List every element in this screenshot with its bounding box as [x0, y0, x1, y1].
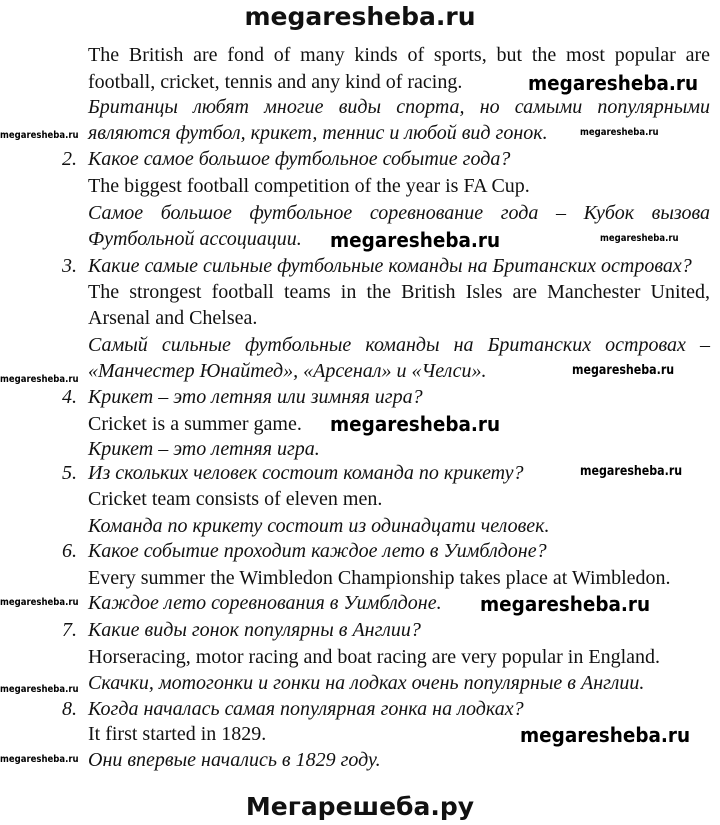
question-number: 8. — [62, 698, 77, 720]
answer-en: Arsenal and Chelsea. — [88, 307, 258, 329]
question-text: Из скольких человек состоит команда по крикету? — [88, 462, 524, 484]
question-number: 4. — [62, 386, 77, 408]
answer-en: The strongest football teams in the British Isles are Manchester United, — [88, 281, 710, 303]
question-number: 6. — [62, 540, 77, 562]
answer-ru: Каждое лето соревнования в Уимблдоне. — [88, 592, 442, 614]
question-number: 2. — [62, 148, 77, 170]
question-text: Крикет – это летняя или зимняя игра? — [88, 386, 423, 408]
question-text: Какие виды гонок популярны в Англии? — [88, 619, 421, 641]
site-footer: Мегарешеба.ру — [245, 792, 475, 821]
watermark: megaresheba.ru — [480, 592, 651, 616]
question-number: 7. — [62, 619, 77, 641]
answer-en: The biggest football competition of the year is FA Cup. — [88, 175, 530, 197]
answer-en: Cricket team consists of eleven men. — [88, 488, 383, 510]
watermark: megaresheba.ru — [528, 71, 699, 95]
question-number: 3. — [62, 255, 77, 277]
watermark: megaresheba.ru — [330, 228, 501, 252]
watermark: megaresheba.ru — [572, 363, 675, 378]
watermark: megaresheba.ru — [330, 412, 501, 436]
watermark: megaresheba.ru — [600, 233, 679, 244]
site-header: megaresheba.ru — [244, 2, 476, 31]
answer-ru: Они впервые начались в 1829 году. — [88, 749, 381, 771]
watermark: megaresheba.ru — [0, 130, 79, 141]
answer-en: It first started in 1829. — [88, 723, 267, 745]
intro-en-line: The British are fond of many kinds of sports, but the most popular are — [88, 44, 710, 66]
question-text: Какие самые сильные футбольные команды на Британских островах? — [88, 255, 692, 277]
watermark: megaresheba.ru — [0, 754, 79, 765]
answer-ru: Команда по крикету состоит из одинадцати человек. — [88, 515, 550, 537]
watermark: megaresheba.ru — [0, 374, 79, 385]
watermark: megaresheba.ru — [580, 464, 683, 479]
answer-ru: Скачки, мотогонки и гонки на лодках очень популярные в Англии. — [88, 672, 645, 694]
watermark: megaresheba.ru — [0, 597, 79, 608]
watermark: megaresheba.ru — [0, 684, 79, 695]
watermark: megaresheba.ru — [520, 723, 691, 747]
answer-ru: Футбольной ассоциации. — [88, 228, 302, 250]
question-text: Какое событие проходит каждое лето в Уимблдоне? — [88, 540, 547, 562]
answer-ru: Самый сильные футбольные команды на Британских островах – — [88, 334, 710, 356]
intro-en-line: football, cricket, tennis and any kind of racing. — [88, 71, 463, 93]
answer-ru: «Манчестер Юнайтед», «Арсенал» и «Челси». — [88, 360, 487, 382]
answer-en: Cricket is a summer game. — [88, 413, 302, 435]
watermark: megaresheba.ru — [580, 127, 659, 138]
answer-en: Every summer the Wimbledon Championship takes place at Wimbledon. — [88, 567, 671, 589]
intro-ru-line: являются футбол, крикет, теннис и любой вид гонок. — [88, 122, 548, 144]
answer-ru: Самое большое футбольное соревнование года – Кубок вызова — [88, 202, 710, 224]
question-text: Когда началась самая популярная гонка на лодках? — [88, 698, 524, 720]
answer-ru: Крикет – это летняя игра. — [88, 438, 320, 460]
intro-ru-line: Британцы любят многие виды спорта, но самыми популярными — [88, 96, 710, 118]
question-text: Какое самое большое футбольное событие года? — [88, 148, 511, 170]
answer-en: Horseracing, motor racing and boat racing are very popular in England. — [88, 646, 661, 668]
question-number: 5. — [62, 462, 77, 484]
